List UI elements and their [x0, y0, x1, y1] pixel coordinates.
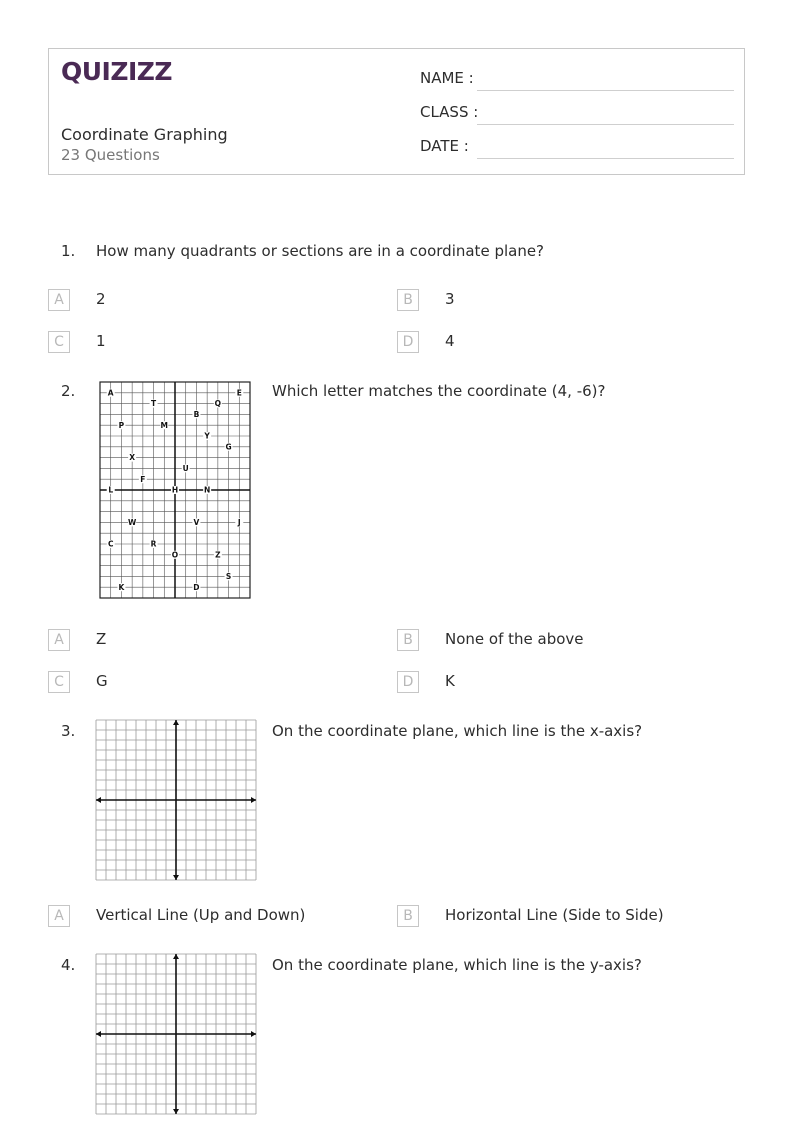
grid-letter-Q: Q [214, 399, 222, 409]
arrow-left-icon [96, 1031, 101, 1037]
option-letter-box: D [397, 671, 419, 693]
worksheet-title: Coordinate Graphing [61, 125, 228, 144]
name-label: NAME : [420, 69, 474, 87]
question-4-text: On the coordinate plane, which line is the y-axis? [272, 956, 642, 974]
grid-letter-F: F [140, 474, 146, 484]
option-text: 2 [96, 290, 106, 308]
worksheet-header [48, 48, 745, 175]
option-letter-box: B [397, 629, 419, 651]
blank-coordinate-grid-image [95, 719, 257, 881]
option-text: 4 [445, 332, 455, 350]
question-1-text: How many quadrants or sections are in a coordinate plane? [96, 242, 545, 260]
grid-letter-Z: Z [215, 550, 221, 560]
question-2-number: 2. [61, 382, 76, 400]
grid-letter-W: W [128, 518, 137, 527]
option-text: Vertical Line (Up and Down) [96, 906, 306, 924]
grid-letter-L: L [108, 485, 114, 495]
question-4-number: 4. [61, 956, 76, 974]
option-letter-box: B [397, 905, 419, 927]
option-text: Horizontal Line (Side to Side) [445, 906, 664, 924]
option-letter-box: A [48, 289, 70, 311]
arrow-down-icon [173, 1109, 179, 1114]
grid-letter-N: N [204, 485, 211, 495]
date-field[interactable] [420, 137, 734, 159]
option-text: K [445, 672, 455, 690]
grid-letter-S: S [225, 572, 232, 581]
grid-letter-Y: Y [204, 431, 210, 441]
lettered-coordinate-grid-image [99, 381, 252, 600]
arrow-left-icon [96, 797, 101, 803]
option-letter-box: C [48, 331, 70, 353]
date-underline[interactable] [477, 158, 734, 159]
option-letter-box: B [397, 289, 419, 311]
arrow-right-icon [251, 797, 256, 803]
grid-letter-V: V [193, 518, 200, 527]
grid-letter-A: A [107, 388, 114, 398]
option-letter-box: C [48, 671, 70, 693]
option-text: G [96, 672, 108, 690]
class-label: CLASS : [420, 103, 479, 121]
option-text: 1 [96, 332, 106, 350]
question-1-number: 1. [61, 242, 76, 260]
grid-letter-C: C [107, 539, 114, 549]
option-letter-box: A [48, 629, 70, 651]
grid-letter-J: J [237, 518, 241, 527]
grid-letter-D: D [193, 582, 200, 592]
grid-letter-U: U [182, 464, 189, 473]
arrow-up-icon [173, 720, 179, 725]
grid-letter-O: O [171, 550, 179, 560]
grid-letter-K: K [118, 582, 125, 592]
grid-letter-M: M [160, 420, 169, 430]
grid-letter-B: B [193, 410, 200, 419]
name-underline[interactable] [477, 90, 734, 91]
grid-letter-T: T [151, 399, 157, 409]
question-2-text: Which letter matches the coordinate (4, -6)? [272, 382, 606, 400]
option-text: None of the above [445, 630, 584, 648]
question-count: 23 Questions [61, 146, 160, 164]
class-underline[interactable] [477, 124, 734, 125]
option-text: Z [96, 630, 107, 648]
option-text: 3 [445, 290, 455, 308]
option-letter-box: D [397, 331, 419, 353]
name-field[interactable] [420, 69, 734, 91]
question-3-number: 3. [61, 722, 76, 740]
arrow-up-icon [173, 954, 179, 959]
option-letter-box: A [48, 905, 70, 927]
grid-letter-X: X [129, 453, 136, 463]
grid-letter-G: G [225, 442, 232, 452]
grid-letter-E: E [236, 388, 242, 398]
arrow-down-icon [173, 875, 179, 880]
grid-letter-R: R [150, 539, 157, 549]
quizizz-logo: QUIZIZZ [61, 57, 173, 86]
blank-coordinate-grid-image [95, 953, 257, 1115]
class-field[interactable] [420, 103, 734, 125]
grid-letter-P: P [118, 420, 125, 430]
arrow-right-icon [251, 1031, 256, 1037]
date-label: DATE : [420, 137, 469, 155]
question-3-text: On the coordinate plane, which line is the x-axis? [272, 722, 643, 740]
grid-letter-H: H [171, 485, 179, 495]
